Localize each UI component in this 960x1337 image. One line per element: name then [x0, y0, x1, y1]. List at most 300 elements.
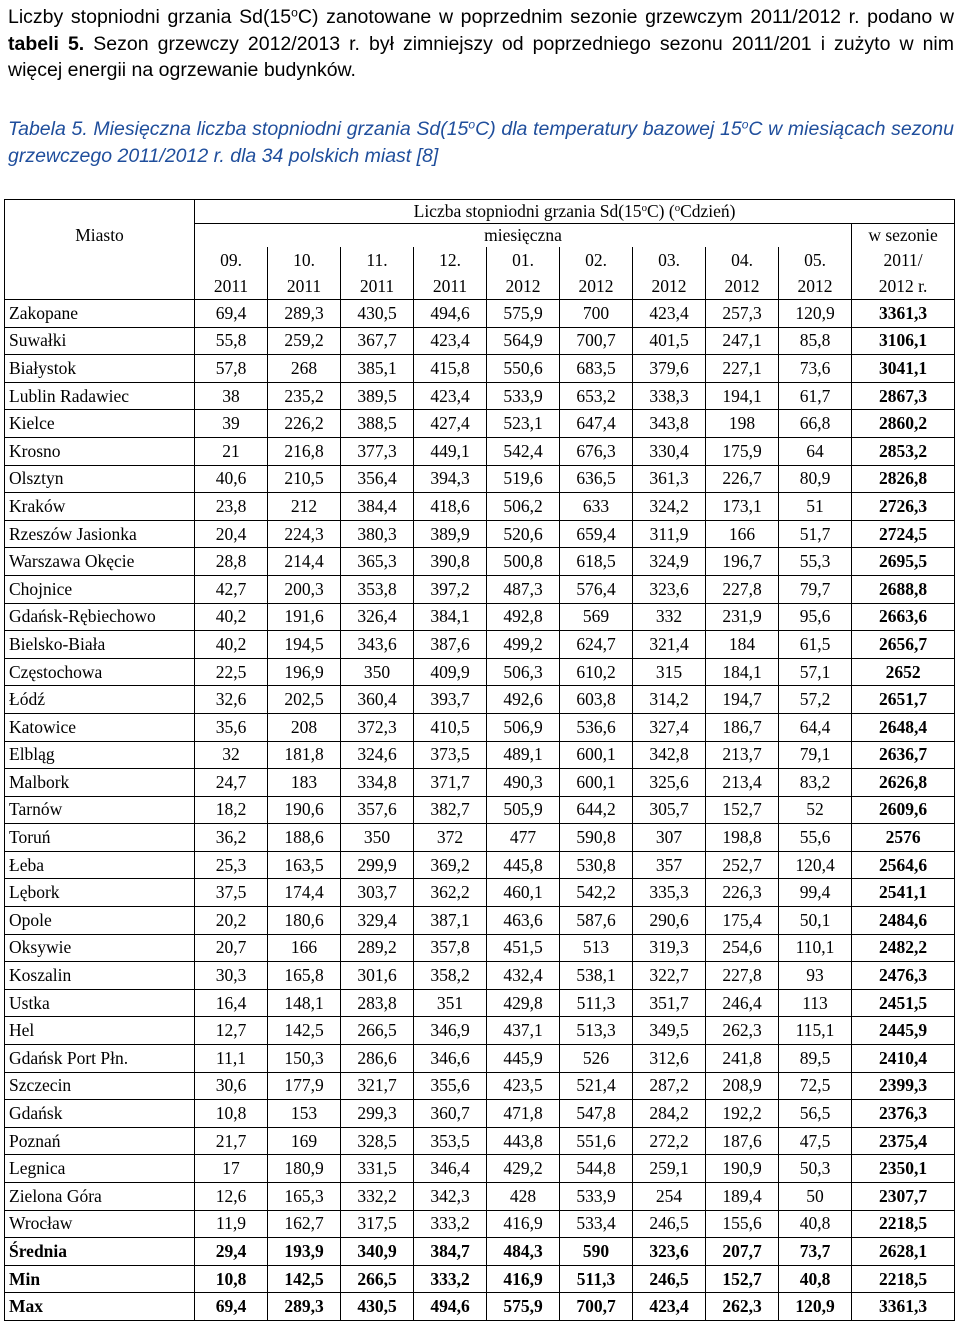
city-cell: Elbląg [5, 741, 195, 769]
month-value-cell: 83,2 [779, 769, 852, 797]
month-value-cell: 254 [633, 1183, 706, 1211]
month-value-cell: 22,5 [195, 658, 268, 686]
month-value-cell: 647,4 [560, 410, 633, 438]
month-value-cell: 427,4 [414, 410, 487, 438]
month-value-cell: 511,3 [560, 1265, 633, 1293]
table-row [5, 907, 955, 935]
month-value-cell: 162,7 [268, 1210, 341, 1238]
month-value-cell: 330,4 [633, 437, 706, 465]
month-value-cell: 193,9 [268, 1238, 341, 1266]
month-value-cell: 213,4 [706, 769, 779, 797]
month-value-cell: 61,5 [779, 631, 852, 659]
month-value-cell: 115,1 [779, 1017, 852, 1045]
month-value-cell: 50 [779, 1183, 852, 1211]
month-value-cell: 394,3 [414, 465, 487, 493]
season-total-cell: 2651,7 [852, 686, 955, 714]
city-cell: Oksywie [5, 934, 195, 962]
table-row [5, 1155, 955, 1183]
month-value-cell: 23,8 [195, 493, 268, 521]
season-total-cell: 2482,2 [852, 934, 955, 962]
season-total-cell: 2688,8 [852, 575, 955, 603]
month-value-cell: 357,8 [414, 934, 487, 962]
season-total-cell: 2626,8 [852, 769, 955, 797]
city-cell: Lębork [5, 879, 195, 907]
month-value-cell: 287,2 [633, 1072, 706, 1100]
city-cell: Katowice [5, 713, 195, 741]
table-row [5, 1100, 955, 1128]
month-value-cell: 246,5 [633, 1210, 706, 1238]
month-value-cell: 73,7 [779, 1238, 852, 1266]
month-value-cell: 55,6 [779, 824, 852, 852]
month-value-cell: 600,1 [560, 769, 633, 797]
month-value-cell: 397,2 [414, 575, 487, 603]
month-value-cell: 323,6 [633, 575, 706, 603]
month-value-cell: 32,6 [195, 686, 268, 714]
month-value-cell: 257,3 [706, 300, 779, 328]
month-value-cell: 190,9 [706, 1155, 779, 1183]
month-value-cell: 152,7 [706, 796, 779, 824]
month-value-cell: 72,5 [779, 1072, 852, 1100]
month-value-cell: 380,3 [341, 520, 414, 548]
table-row [5, 1210, 955, 1238]
month-value-cell: 499,2 [487, 631, 560, 659]
month-value-cell: 196,7 [706, 548, 779, 576]
month-value-cell: 163,5 [268, 851, 341, 879]
month-value-cell: 188,6 [268, 824, 341, 852]
month-value-cell: 166 [268, 934, 341, 962]
table-row [5, 300, 955, 328]
month-value-cell: 12,7 [195, 1017, 268, 1045]
month-value-cell: 542,2 [560, 879, 633, 907]
month-value-cell: 351 [414, 989, 487, 1017]
month-value-cell: 700,7 [560, 1293, 633, 1321]
city-cell: Łeba [5, 851, 195, 879]
month-value-cell: 423,4 [414, 382, 487, 410]
month-value-cell: 423,4 [633, 1293, 706, 1321]
month-value-cell: 64,4 [779, 713, 852, 741]
month-value-cell: 311,9 [633, 520, 706, 548]
table-row [5, 1017, 955, 1045]
month-value-cell: 331,5 [341, 1155, 414, 1183]
table-row [5, 741, 955, 769]
month-value-cell: 550,6 [487, 355, 560, 383]
month-value-cell: 357,6 [341, 796, 414, 824]
month-value-cell: 187,6 [706, 1127, 779, 1155]
month-value-cell: 200,3 [268, 575, 341, 603]
city-cell: Opole [5, 907, 195, 935]
month-value-cell: 181,8 [268, 741, 341, 769]
month-value-cell: 429,2 [487, 1155, 560, 1183]
season-total-cell: 2695,5 [852, 548, 955, 576]
month-value-cell: 416,9 [487, 1210, 560, 1238]
month-value-cell: 477 [487, 824, 560, 852]
month-value-cell: 489,1 [487, 741, 560, 769]
month-value-cell: 325,6 [633, 769, 706, 797]
month-value-cell: 194,1 [706, 382, 779, 410]
month-value-cell: 51,7 [779, 520, 852, 548]
month-value-cell: 231,9 [706, 603, 779, 631]
month-value-cell: 214,4 [268, 548, 341, 576]
month-value-cell: 55,8 [195, 327, 268, 355]
month-value-cell: 319,3 [633, 934, 706, 962]
table-row [5, 658, 955, 686]
city-cell: Legnica [5, 1155, 195, 1183]
month-value-cell: 208,9 [706, 1072, 779, 1100]
month-value-cell: 80,9 [779, 465, 852, 493]
month-value-cell: 165,3 [268, 1183, 341, 1211]
month-value-cell: 120,9 [779, 300, 852, 328]
period-header: 12. 2011 [414, 247, 487, 300]
month-value-cell: 241,8 [706, 1045, 779, 1073]
city-cell: Hel [5, 1017, 195, 1045]
month-value-cell: 335,3 [633, 879, 706, 907]
month-value-cell: 360,4 [341, 686, 414, 714]
season-total-cell: 2636,7 [852, 741, 955, 769]
month-value-cell: 227,1 [706, 355, 779, 383]
month-value-cell: 333,2 [414, 1210, 487, 1238]
month-value-cell: 79,1 [779, 741, 852, 769]
month-value-cell: 356,4 [341, 465, 414, 493]
month-value-cell: 272,2 [633, 1127, 706, 1155]
city-cell: Ustka [5, 989, 195, 1017]
month-value-cell: 29,4 [195, 1238, 268, 1266]
month-value-cell: 289,3 [268, 300, 341, 328]
month-value-cell: 110,1 [779, 934, 852, 962]
month-value-cell: 590,8 [560, 824, 633, 852]
month-value-cell: 372,3 [341, 713, 414, 741]
month-value-cell: 346,6 [414, 1045, 487, 1073]
month-value-cell: 93 [779, 962, 852, 990]
monthly-header: miesięczna [195, 224, 852, 248]
month-value-cell: 148,1 [268, 989, 341, 1017]
month-value-cell: 254,6 [706, 934, 779, 962]
month-value-cell: 636,5 [560, 465, 633, 493]
month-value-cell: 384,7 [414, 1238, 487, 1266]
month-value-cell: 343,8 [633, 410, 706, 438]
season-total-cell: 2476,3 [852, 962, 955, 990]
month-value-cell: 247,1 [706, 327, 779, 355]
month-value-cell: 492,8 [487, 603, 560, 631]
city-cell: Suwałki [5, 327, 195, 355]
month-value-cell: 268 [268, 355, 341, 383]
table-row [5, 769, 955, 797]
month-value-cell: 449,1 [414, 437, 487, 465]
month-value-cell: 365,3 [341, 548, 414, 576]
month-value-cell: 362,2 [414, 879, 487, 907]
month-value-cell: 569 [560, 603, 633, 631]
season-total-cell: 2484,6 [852, 907, 955, 935]
month-value-cell: 290,6 [633, 907, 706, 935]
month-value-cell: 484,3 [487, 1238, 560, 1266]
month-value-cell: 284,2 [633, 1100, 706, 1128]
month-value-cell: 226,7 [706, 465, 779, 493]
season-total-cell: 3041,1 [852, 355, 955, 383]
city-cell: Koszalin [5, 962, 195, 990]
month-value-cell: 389,5 [341, 382, 414, 410]
city-cell: Wrocław [5, 1210, 195, 1238]
table-row [5, 851, 955, 879]
month-value-cell: 28,8 [195, 548, 268, 576]
month-value-cell: 174,4 [268, 879, 341, 907]
month-value-cell: 520,6 [487, 520, 560, 548]
city-cell: Krosno [5, 437, 195, 465]
month-value-cell: 155,6 [706, 1210, 779, 1238]
month-value-cell: 471,8 [487, 1100, 560, 1128]
month-value-cell: 338,3 [633, 382, 706, 410]
month-value-cell: 212 [268, 493, 341, 521]
month-value-cell: 428 [487, 1183, 560, 1211]
season-total-cell: 2663,6 [852, 603, 955, 631]
month-value-cell: 332 [633, 603, 706, 631]
month-value-cell: 142,5 [268, 1017, 341, 1045]
month-value-cell: 69,4 [195, 1293, 268, 1321]
month-value-cell: 50,1 [779, 907, 852, 935]
season-total-cell: 2376,3 [852, 1100, 955, 1128]
month-value-cell: 430,5 [341, 300, 414, 328]
month-value-cell: 227,8 [706, 575, 779, 603]
month-value-cell: 372 [414, 824, 487, 852]
month-value-cell: 382,7 [414, 796, 487, 824]
city-cell: Bielsko-Biała [5, 631, 195, 659]
month-value-cell: 192,2 [706, 1100, 779, 1128]
month-value-cell: 600,1 [560, 741, 633, 769]
month-value-cell: 17 [195, 1155, 268, 1183]
month-value-cell: 55,3 [779, 548, 852, 576]
table-row [5, 575, 955, 603]
city-cell: Olsztyn [5, 465, 195, 493]
city-cell: Gdańsk-Rębiechowo [5, 603, 195, 631]
month-value-cell: 350 [341, 658, 414, 686]
month-value-cell: 575,9 [487, 300, 560, 328]
month-value-cell: 213,7 [706, 741, 779, 769]
month-value-cell: 314,2 [633, 686, 706, 714]
month-value-cell: 321,7 [341, 1072, 414, 1100]
month-value-cell: 169 [268, 1127, 341, 1155]
month-value-cell: 377,3 [341, 437, 414, 465]
month-value-cell: 340,9 [341, 1238, 414, 1266]
month-value-cell: 676,3 [560, 437, 633, 465]
month-value-cell: 85,8 [779, 327, 852, 355]
month-value-cell: 390,8 [414, 548, 487, 576]
month-value-cell: 150,3 [268, 1045, 341, 1073]
month-value-cell: 142,5 [268, 1265, 341, 1293]
month-value-cell: 262,3 [706, 1017, 779, 1045]
month-value-cell: 198,8 [706, 824, 779, 852]
period-header: 11. 2011 [341, 247, 414, 300]
month-value-cell: 409,9 [414, 658, 487, 686]
table-row [5, 1072, 955, 1100]
city-cell: Max [5, 1293, 195, 1321]
season-total-cell: 2307,7 [852, 1183, 955, 1211]
month-value-cell: 523,1 [487, 410, 560, 438]
month-value-cell: 40,8 [779, 1210, 852, 1238]
month-value-cell: 166 [706, 520, 779, 548]
month-value-cell: 547,8 [560, 1100, 633, 1128]
month-value-cell: 511,3 [560, 989, 633, 1017]
month-value-cell: 342,8 [633, 741, 706, 769]
month-value-cell: 183 [268, 769, 341, 797]
month-value-cell: 389,9 [414, 520, 487, 548]
month-value-cell: 303,7 [341, 879, 414, 907]
month-value-cell: 40,2 [195, 603, 268, 631]
month-value-cell: 384,4 [341, 493, 414, 521]
month-value-cell: 317,5 [341, 1210, 414, 1238]
month-value-cell: 153 [268, 1100, 341, 1128]
month-value-cell: 307 [633, 824, 706, 852]
season-total-cell: 3361,3 [852, 1293, 955, 1321]
season-period-header: 2011/ 2012 r. [852, 247, 955, 300]
month-value-cell: 12,6 [195, 1183, 268, 1211]
period-header: 09. 2011 [195, 247, 268, 300]
period-header: 01. 2012 [487, 247, 560, 300]
month-value-cell: 322,7 [633, 962, 706, 990]
month-value-cell: 56,5 [779, 1100, 852, 1128]
season-total-cell: 3361,3 [852, 300, 955, 328]
month-value-cell: 530,8 [560, 851, 633, 879]
month-value-cell: 575,9 [487, 1293, 560, 1321]
period-header: 02. 2012 [560, 247, 633, 300]
month-value-cell: 191,6 [268, 603, 341, 631]
month-value-cell: 328,5 [341, 1127, 414, 1155]
month-value-cell: 367,7 [341, 327, 414, 355]
month-value-cell: 32 [195, 741, 268, 769]
month-value-cell: 289,2 [341, 934, 414, 962]
table-row [5, 548, 955, 576]
table-row [5, 355, 955, 383]
month-value-cell: 700,7 [560, 327, 633, 355]
month-value-cell: 369,2 [414, 851, 487, 879]
month-value-cell: 52 [779, 796, 852, 824]
month-value-cell: 266,5 [341, 1017, 414, 1045]
month-value-cell: 323,6 [633, 1238, 706, 1266]
period-header: 05. 2012 [779, 247, 852, 300]
month-value-cell: 324,2 [633, 493, 706, 521]
city-cell: Lublin Radawiec [5, 382, 195, 410]
season-total-cell: 2609,6 [852, 796, 955, 824]
month-value-cell: 259,2 [268, 327, 341, 355]
month-value-cell: 299,3 [341, 1100, 414, 1128]
month-value-cell: 175,9 [706, 437, 779, 465]
table-row [5, 520, 955, 548]
month-value-cell: 346,4 [414, 1155, 487, 1183]
table-row [5, 1127, 955, 1155]
month-value-cell: 11,9 [195, 1210, 268, 1238]
month-value-cell: 333,2 [414, 1265, 487, 1293]
month-value-cell: 189,4 [706, 1183, 779, 1211]
season-total-cell: 2648,4 [852, 713, 955, 741]
season-total-cell: 2860,2 [852, 410, 955, 438]
month-value-cell: 430,5 [341, 1293, 414, 1321]
month-value-cell: 186,7 [706, 713, 779, 741]
table-reference: tabeli 5. [8, 32, 85, 55]
month-value-cell: 50,3 [779, 1155, 852, 1183]
month-value-cell: 432,4 [487, 962, 560, 990]
month-value-cell: 20,4 [195, 520, 268, 548]
month-value-cell: 385,1 [341, 355, 414, 383]
month-value-cell: 226,2 [268, 410, 341, 438]
month-value-cell: 227,8 [706, 962, 779, 990]
month-value-cell: 20,7 [195, 934, 268, 962]
month-value-cell: 216,8 [268, 437, 341, 465]
season-total-cell: 2410,4 [852, 1045, 955, 1073]
month-value-cell: 208 [268, 713, 341, 741]
month-value-cell: 194,5 [268, 631, 341, 659]
month-value-cell: 357 [633, 851, 706, 879]
period-header: 04. 2012 [706, 247, 779, 300]
main-column-header: Liczba stopniodni grzania Sd(15$^o$C) ($^o$Cdzień) [195, 200, 955, 224]
table-row [5, 465, 955, 493]
city-cell: Szczecin [5, 1072, 195, 1100]
city-cell: Białystok [5, 355, 195, 383]
month-value-cell: 513 [560, 934, 633, 962]
month-value-cell: 38 [195, 382, 268, 410]
month-value-cell: 371,7 [414, 769, 487, 797]
season-total-cell: 2350,1 [852, 1155, 955, 1183]
month-value-cell: 289,3 [268, 1293, 341, 1321]
month-value-cell: 443,8 [487, 1127, 560, 1155]
month-value-cell: 519,6 [487, 465, 560, 493]
month-value-cell: 246,5 [633, 1265, 706, 1293]
table-row [5, 824, 955, 852]
month-value-cell: 173,1 [706, 493, 779, 521]
month-value-cell: 387,1 [414, 907, 487, 935]
month-value-cell: 21,7 [195, 1127, 268, 1155]
season-total-cell: 2399,3 [852, 1072, 955, 1100]
month-value-cell: 437,1 [487, 1017, 560, 1045]
month-value-cell: 252,7 [706, 851, 779, 879]
month-value-cell: 460,1 [487, 879, 560, 907]
month-value-cell: 393,7 [414, 686, 487, 714]
month-value-cell: 51 [779, 493, 852, 521]
month-value-cell: 312,6 [633, 1045, 706, 1073]
month-value-cell: 259,1 [633, 1155, 706, 1183]
season-total-cell: 2445,9 [852, 1017, 955, 1045]
month-value-cell: 513,3 [560, 1017, 633, 1045]
month-value-cell: 175,4 [706, 907, 779, 935]
city-cell: Gdańsk [5, 1100, 195, 1128]
month-value-cell: 286,6 [341, 1045, 414, 1073]
month-value-cell: 360,7 [414, 1100, 487, 1128]
month-value-cell: 165,8 [268, 962, 341, 990]
month-value-cell: 342,3 [414, 1183, 487, 1211]
month-value-cell: 79,7 [779, 575, 852, 603]
table-row [5, 686, 955, 714]
month-value-cell: 618,5 [560, 548, 633, 576]
month-value-cell: 180,9 [268, 1155, 341, 1183]
table-row [5, 327, 955, 355]
month-value-cell: 194,7 [706, 686, 779, 714]
season-total-cell: 2218,5 [852, 1265, 955, 1293]
table-caption: Tabela 5. Miesięczna liczba stopniodni grzania Sd(15$^o$C) dla temperatury bazowej 15$^o$C w miesiącach sezonu grzewczego 2011/2012 r. dla 34 polskich miast [8] [8, 117, 954, 167]
month-value-cell: 30,3 [195, 962, 268, 990]
month-value-cell: 700 [560, 300, 633, 328]
month-value-cell: 24,7 [195, 769, 268, 797]
month-value-cell: 16,4 [195, 989, 268, 1017]
month-value-cell: 351,7 [633, 989, 706, 1017]
month-value-cell: 506,2 [487, 493, 560, 521]
table-row [5, 934, 955, 962]
month-value-cell: 262,3 [706, 1293, 779, 1321]
month-value-cell: 305,7 [633, 796, 706, 824]
month-value-cell: 324,9 [633, 548, 706, 576]
month-value-cell: 538,1 [560, 962, 633, 990]
month-value-cell: 66,8 [779, 410, 852, 438]
month-value-cell: 196,9 [268, 658, 341, 686]
month-value-cell: 564,9 [487, 327, 560, 355]
month-value-cell: 603,8 [560, 686, 633, 714]
month-value-cell: 20,2 [195, 907, 268, 935]
season-total-cell: 2451,5 [852, 989, 955, 1017]
